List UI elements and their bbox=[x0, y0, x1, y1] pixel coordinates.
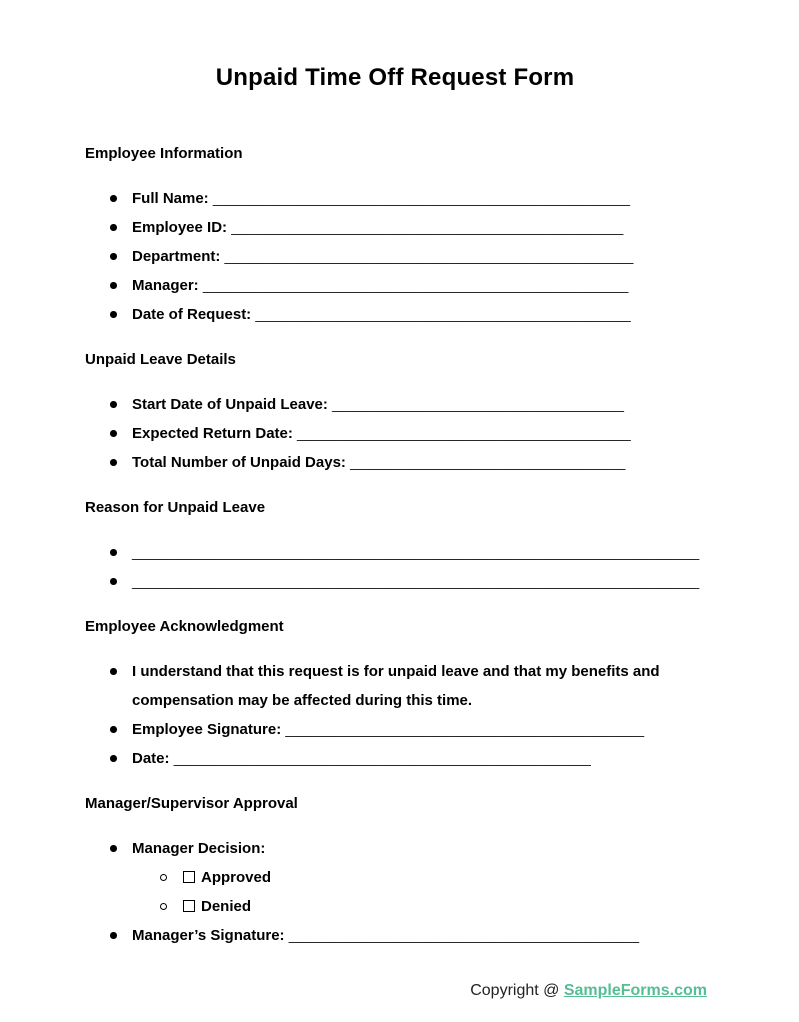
blank-line-reason-2: ____________________________________________________________________ bbox=[132, 573, 700, 590]
footer bbox=[470, 981, 707, 1001]
blank-line-full-name: __________________________________________________ bbox=[212, 190, 630, 207]
acknowledgment-row bbox=[85, 657, 705, 715]
form-field-row bbox=[85, 834, 705, 863]
field-label-date-of-request: Date of Request: bbox=[132, 306, 252, 323]
blank-line-manager: ___________________________________________________ bbox=[202, 277, 629, 294]
form-field-row bbox=[85, 921, 705, 950]
form-field-row bbox=[85, 242, 705, 271]
blank-line-expected-return-date: ________________________________________ bbox=[297, 425, 631, 442]
form-field-row bbox=[85, 419, 705, 448]
section-heading-employee-acknowledgment: Employee Acknowledgment bbox=[85, 618, 284, 635]
section-heading-employee-information: Employee Information bbox=[85, 145, 243, 162]
blank-line-total-unpaid-days: _________________________________ bbox=[350, 454, 626, 471]
checkbox-label-approved: Approved bbox=[201, 869, 272, 886]
form-field-row bbox=[85, 271, 705, 300]
blank-line-date-of-request: _____________________________________________ bbox=[255, 306, 631, 323]
checkbox-denied-icon[interactable] bbox=[183, 900, 195, 912]
checkbox-option-row-approved bbox=[85, 863, 705, 892]
field-label-employee-signature: Employee Signature: bbox=[132, 721, 282, 738]
form-field-row bbox=[85, 538, 705, 567]
acknowledgment-text: I understand that this request is for unpaid leave and that my benefits and compensation may be affected during this time. bbox=[132, 663, 660, 709]
blank-line-reason-1: ____________________________________________________________________ bbox=[132, 544, 700, 561]
blank-line-employee-signature: ___________________________________________ bbox=[285, 721, 645, 738]
blank-line-department: _________________________________________________ bbox=[224, 248, 634, 265]
circle-bullet-icon bbox=[160, 903, 167, 910]
field-label-department: Department: bbox=[132, 248, 221, 265]
bullet-icon bbox=[110, 549, 117, 556]
circle-bullet-icon bbox=[160, 874, 167, 881]
bullet-icon bbox=[110, 755, 117, 762]
checkbox-label-denied: Denied bbox=[201, 898, 252, 915]
form-field-row bbox=[85, 567, 705, 596]
form-field-row bbox=[85, 715, 705, 744]
field-label-start-date: Start Date of Unpaid Leave: bbox=[132, 396, 328, 413]
bullet-icon bbox=[110, 253, 117, 260]
sampleforms-link[interactable]: SampleForms.com bbox=[563, 982, 707, 999]
bullet-icon bbox=[110, 668, 117, 675]
field-label-total-unpaid-days: Total Number of Unpaid Days: bbox=[132, 454, 346, 471]
blank-line-employee-id: _______________________________________________ bbox=[231, 219, 624, 236]
form-field-row bbox=[85, 184, 705, 213]
bullet-icon bbox=[110, 845, 117, 852]
form-field-row bbox=[85, 213, 705, 242]
blank-line-date: __________________________________________________ bbox=[173, 750, 591, 767]
bullet-icon bbox=[110, 459, 117, 466]
bullet-icon bbox=[110, 726, 117, 733]
field-label-manager-decision: Manager Decision: bbox=[132, 840, 266, 857]
bullet-icon bbox=[110, 430, 117, 437]
field-label-date: Date: bbox=[132, 750, 170, 767]
field-label-expected-return-date: Expected Return Date: bbox=[132, 425, 293, 442]
field-label-full-name: Full Name: bbox=[132, 190, 209, 207]
copyright-text: Copyright @ bbox=[470, 982, 560, 999]
field-label-employee-id: Employee ID: bbox=[132, 219, 228, 236]
section-heading-reason: Reason for Unpaid Leave bbox=[85, 499, 266, 516]
section-heading-unpaid-leave-details: Unpaid Leave Details bbox=[85, 351, 236, 368]
checkbox-option-row-denied bbox=[85, 892, 705, 921]
bullet-icon bbox=[110, 311, 117, 318]
form-field-row bbox=[85, 390, 705, 419]
bullet-icon bbox=[110, 282, 117, 289]
bullet-icon bbox=[110, 401, 117, 408]
form-title: Unpaid Time Off Request Form bbox=[215, 64, 575, 91]
bullet-icon bbox=[110, 932, 117, 939]
form-field-row bbox=[85, 300, 705, 329]
form-field-row bbox=[85, 744, 705, 773]
bullet-icon bbox=[110, 578, 117, 585]
bullet-icon bbox=[110, 195, 117, 202]
section-heading-manager-approval: Manager/Supervisor Approval bbox=[85, 795, 298, 812]
form-field-row bbox=[85, 448, 705, 477]
bullet-icon bbox=[110, 224, 117, 231]
field-label-manager: Manager: bbox=[132, 277, 199, 294]
field-label-managers-signature: Manager’s Signature: bbox=[132, 927, 285, 944]
blank-line-start-date: ___________________________________ bbox=[332, 396, 625, 413]
blank-line-managers-signature: __________________________________________ bbox=[288, 927, 640, 944]
checkbox-approved-icon[interactable] bbox=[183, 871, 195, 883]
